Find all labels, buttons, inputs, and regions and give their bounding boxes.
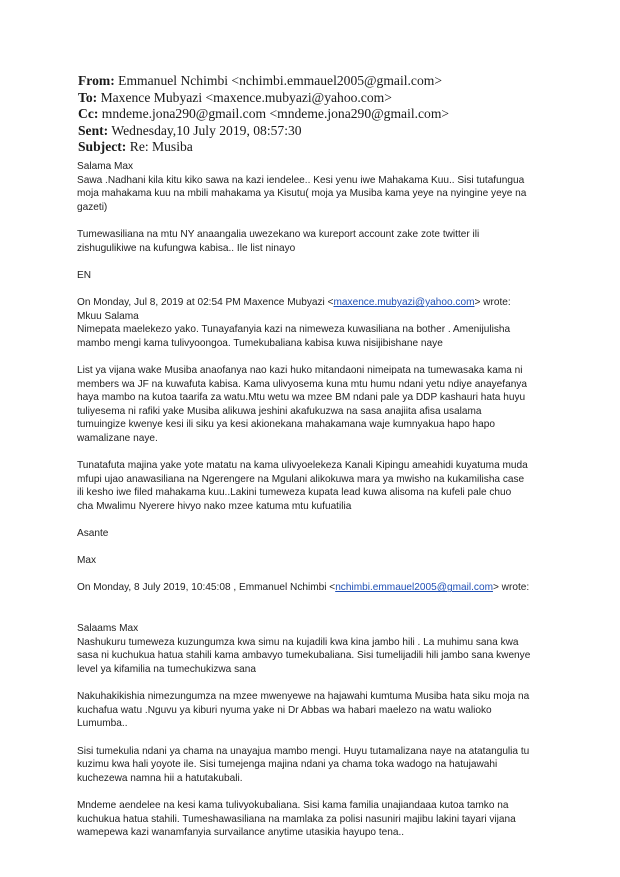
paragraph-line: kuzimu kwa hali yoyote ile. Sisi tumejenga majina ndani ya chama toka wadogo na hatujawahi (77, 759, 498, 771)
greeting: Mkuu Salama (77, 310, 139, 322)
greeting: Salaams Max (77, 623, 139, 635)
paragraph-line: wamalizane naye. (77, 432, 158, 444)
paragraph-line: mambo mengi kama tulivyoongoa. Tumekubaliana kabisa kuwa nisijibishane naye (77, 337, 443, 349)
subject-line (78, 139, 449, 156)
paragraph-line: kuchafua watu .Nguvu ya kiburi nyuma yake ni Dr Abbas wa habari maelezo na watu walioko (77, 704, 492, 716)
from-label: From: (78, 73, 115, 88)
paragraph-line: Tunatafuta majina yake yote matatu na kama ulivyoelekeza Kanali Kipingu ameahidi kuyatuma muda (77, 460, 528, 472)
cc-value: mndeme.jona290@gmail.com <mndeme.jona290@gmail.com> (101, 106, 450, 122)
paragraph-line: Nashukuru tumeweza kuzungumza kwa simu na kujadili kwa kina jambo hili . La muhimu sana kwa (77, 636, 519, 648)
email-link[interactable]: maxence.mubyazi@yahoo.com (333, 296, 475, 308)
email-body (77, 160, 557, 840)
subject-value: Re: Musiba (129, 139, 193, 155)
email-link[interactable]: nchimbi.emmauel2005@gmail.com (335, 582, 493, 594)
paragraph-line: cha Mwalimu Nyerere hivyo nako mzee katuma mtu kufuatilia (77, 500, 352, 512)
attribution-text: On Monday, Jul 8, 2019 at 02:54 PM Maxence Mubyazi < (77, 296, 334, 308)
paragraph-line: Nimepata maelekezo yako. Tunayafanyia kazi na nimeweza kuwasiliana na bother . Amenijulisha (77, 324, 511, 336)
to-value: Maxence Mubyazi <maxence.mubyazi@yahoo.com> (100, 89, 392, 105)
paragraph-line: mfupi ujao anawasiliana na Ngerengere na Mgulani alikokuwa mara ya mwisho na kukamilisha case (77, 473, 525, 485)
from-line (78, 73, 449, 90)
quote-attribution (77, 581, 557, 595)
email-header (78, 73, 449, 156)
paragraph-line: kuchukua hatua stahili. Tumeshawasiliana na mamlaka za polisi nasuniri majibu lakini tayari vijana (77, 813, 516, 825)
paragraph-line: Nakuhakikishia nimezungumza na mzee mwenyewe na hajawahi kumtuma Musiba hata siku moja na (77, 691, 530, 703)
subject-label: Subject: (78, 139, 127, 155)
sent-label: Sent: (78, 122, 109, 138)
from-value: Emmanuel Nchimbi <nchimbi.emmauel2005@gmail.com> (118, 73, 442, 88)
paragraph-line: kuchezewa namna hii a hatutakubali. (77, 772, 243, 784)
to-label: To: (78, 89, 98, 105)
sent-line (78, 123, 449, 140)
attribution-text: On Monday, 8 July 2019, 10:45:08 , Emmanuel Nchimbi < (77, 582, 336, 594)
paragraph-line: sasa ni kuchukua hatua stahili kama ambavyo tumekubaliana. Sisi tumelijadili hili jambo sana kwenye (77, 650, 531, 662)
paragraph-line: tuliyesema ni rafiki yake Musiba alikuwa jeshini akafukuzwa na sasa anajiita afisa usalama (77, 405, 482, 417)
paragraph-line: zishugulikiwe na kufungwa kabisa.. Ile list ninayo (77, 242, 296, 254)
paragraph-line: members wa JF na kuwafuta kabisa. Kama ulivyosema kuna mtu humu ndani yetu ndiye anayefanya (77, 378, 527, 390)
paragraph-line: level ya kifamilia na tumechukizwa sana (77, 663, 256, 675)
paragraph-line: Lumumba.. (77, 718, 128, 730)
paragraph-line: Tumewasiliana na mtu NY anaangalia uwezekano wa kureport account zake zote twitter ili (77, 228, 480, 240)
paragraph-line: List ya vijana wake Musiba anaofanya nao kazi huko mitandaoni nimeipata na tumewasaka kama ni (77, 364, 523, 376)
attribution-text: > wrote: (474, 296, 511, 308)
cc-line (78, 106, 449, 123)
attribution-text: > wrote: (492, 582, 530, 594)
signature: Max (77, 555, 97, 567)
paragraph-line: Sawa .Nadhani kila kitu kiko sawa na kazi iendelee.. Kesi yenu iwe Mahakama Kuu.. Sisi tutafungua (77, 174, 525, 186)
paragraph-line: tumuingize kwenye kesi ili siku ya kesi akionekana mahakamana waje kumnyakua hapo hapo (77, 419, 496, 431)
paragraph-line: Sisi tumekulia ndani ya chama na unayajua mambo mengi. Huyu tutamalizana naye na atatangulia tu (77, 745, 530, 757)
paragraph-line: Mndeme aendelee na kesi kama tulivyokubaliana. Sisi kama familia unajiandaaa kutoa tamko na (77, 799, 509, 811)
quote-attribution (77, 296, 557, 310)
to-line (78, 90, 449, 107)
paragraph-line: wamepewa kazi wanamfanyia survailance anytime utasikia hayupo tena.. (77, 827, 405, 839)
greeting: Salama Max (77, 161, 134, 172)
sent-value: Wednesday,10 July 2019, 08:57:30 (111, 122, 302, 138)
thanks: Asante (77, 528, 109, 540)
signoff: EN (77, 269, 92, 281)
paragraph-line: haya mambo na kutoa taarifa za watu.Mtu wetu wa mzee BM ndani pale ya DDP kashauri hata huyu (77, 392, 526, 404)
paragraph-line: ili kesho iwe filed mahakama kuu..Lakini tumeweza kupata lead kuwa alisoma na kufeli pale chuo (77, 487, 512, 499)
paragraph-line: moja mahakama kuu na mbili mahakama ya Kisutu( moja ya Musiba kama yeye na nyingine yeye na (77, 188, 527, 200)
cc-label: Cc: (78, 106, 99, 122)
paragraph-line: gazeti) (77, 201, 108, 213)
